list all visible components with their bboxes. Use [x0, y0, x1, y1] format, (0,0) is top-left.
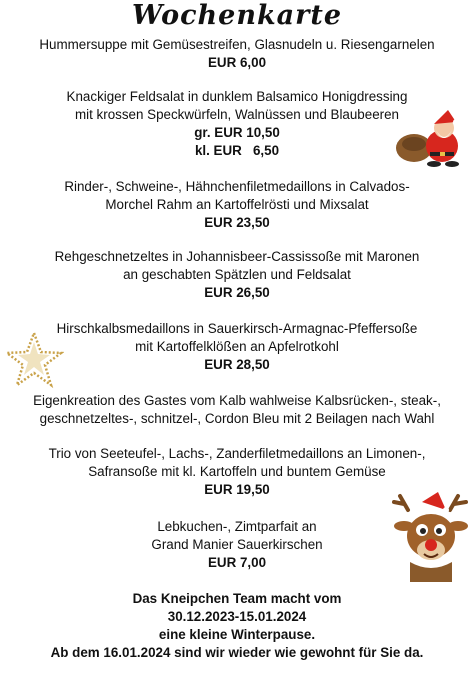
menu-item-description: mit Kartoffelklößen an Apfelrotkohl: [135, 339, 339, 354]
menu-item: [0, 36, 474, 72]
menu-item: [0, 320, 474, 374]
menu-item-price: EUR 19,50: [204, 482, 270, 497]
menu-item-description: geschnetzeltes-, schnitzel-, Cordon Bleu mit 2 Beilagen nach Wahl: [39, 411, 435, 426]
menu-item-description: Hirschkalbsmedaillons in Sauerkirsch-Armagnac-Pfeffersoße: [56, 321, 418, 336]
menu-item-price: kl. EUR 6,50: [194, 143, 280, 158]
menu-item: [0, 178, 474, 232]
menu-item-description: Safransoße mit kl. Kartoffeln und buntem Gemüse: [88, 464, 386, 479]
notice-line: 30.12.2023-15.01.2024: [167, 609, 307, 624]
santa-icon: [390, 108, 470, 168]
reindeer-icon: [388, 492, 474, 584]
menu-item-price: EUR 23,50: [204, 215, 270, 230]
menu-item-price: EUR 7,00: [207, 555, 267, 570]
notice-line: Das Kneipchen Team macht vom: [132, 591, 342, 606]
menu-item-description: Rehgeschnetzeltes in Johannisbeer-Cassissoße mit Maronen: [54, 249, 420, 264]
menu-item-price: gr. EUR 10,50: [194, 125, 280, 140]
menu-item: [0, 445, 474, 499]
menu-item-price: EUR 26,50: [204, 285, 270, 300]
menu-item-description: Knackiger Feldsalat in dunklem Balsamico Honigdressing: [66, 89, 408, 104]
notice-line: Ab dem 16.01.2024 sind wir wieder wie gewohnt für Sie da.: [50, 645, 424, 660]
menu-item-description: Hummersuppe mit Gemüsestreifen, Glasnudeln u. Riesengarnelen: [39, 37, 435, 52]
notice-line: eine kleine Winterpause.: [158, 627, 316, 642]
menu-item-description: Eigenkreation des Gastes vom Kalb wahlweise Kalbsrücken-, steak-,: [33, 393, 441, 408]
menu-item-price: EUR 28,50: [204, 357, 270, 372]
menu-item-description: an geschabten Spätzlen und Feldsalat: [123, 267, 351, 282]
winter-break-notice: [0, 590, 474, 662]
page-title: Wochenkarte: [131, 0, 343, 31]
menu-item-description: mit krossen Speckwürfeln, Walnüssen und Blaubeeren: [74, 107, 400, 122]
star-icon: [4, 330, 64, 390]
menu-item-price: EUR 6,00: [207, 55, 267, 70]
menu-item-description: Morchel Rahm an Kartoffelrösti und Mixsalat: [105, 197, 369, 212]
menu-item-description: Trio von Seeteufel-, Lachs-, Zanderfiletmedaillons an Limonen-,: [48, 446, 426, 461]
menu-item-description: Rinder-, Schweine-, Hähnchenfiletmedaillons in Calvados-: [64, 179, 410, 194]
menu-item: [0, 392, 474, 428]
menu-item: [0, 248, 474, 302]
menu-item-description: Grand Manier Sauerkirschen: [151, 537, 323, 552]
menu-item-description: Lebkuchen-, Zimtparfait an: [157, 519, 317, 534]
